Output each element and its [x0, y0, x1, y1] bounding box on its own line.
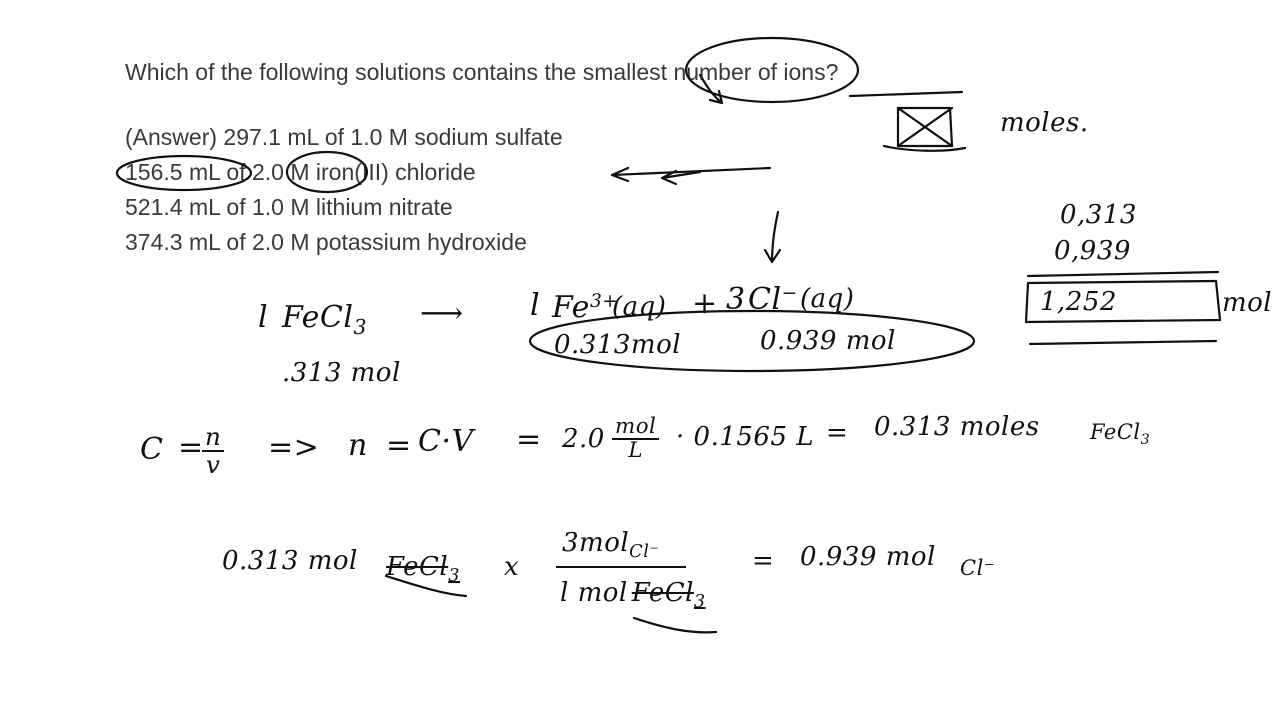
- molarity-units: $\frac{\text{mol}}{L}$: [612, 416, 659, 463]
- expression-cv: C·V: [418, 424, 474, 459]
- volume-term: · 0.1565 L: [676, 422, 815, 452]
- sum-underline: [1030, 341, 1216, 344]
- reaction-chloride-state: (aq): [800, 284, 855, 314]
- cross-line-1: [898, 108, 952, 146]
- moles-result-species: FeCl$_3$: [1090, 420, 1151, 448]
- sum-line: [1028, 272, 1218, 276]
- moles-note: moles.: [1000, 108, 1089, 138]
- conversion-start-species: FeCl$_3$: [386, 552, 460, 587]
- sum-total: 1,252: [1040, 287, 1117, 317]
- strike-fecl3-b: [634, 618, 716, 632]
- equals-3: =: [826, 418, 849, 448]
- conversion-equals: =: [752, 546, 775, 576]
- conversion-result: 0.939 mol: [800, 542, 936, 572]
- reaction-plus: +: [692, 286, 718, 321]
- molarity-value: 2.0: [562, 424, 605, 454]
- moles-fe: 0.313mol: [554, 330, 682, 360]
- fraction-n-over-v: $\frac{n}{v}$: [202, 424, 224, 478]
- conversion-ratio-denominator: l mol FeCl$_3$: [560, 578, 706, 613]
- equals-2: =: [516, 422, 542, 457]
- reaction-left-coefficient: l: [258, 300, 269, 335]
- reaction-arrow: ⟶: [420, 296, 464, 331]
- implies-symbol: =>: [268, 430, 320, 465]
- crossed-box: [898, 108, 952, 146]
- conversion-start-amount: 0.313 mol: [222, 546, 358, 576]
- underline-right: [850, 92, 962, 96]
- reaction-product-coefficient: l: [530, 288, 541, 323]
- question-text: Which of the following solutions contains the smallest number of ions?: [125, 59, 839, 85]
- conversion-times: x: [504, 552, 520, 582]
- conversion-result-species: Cl⁻: [960, 556, 996, 580]
- reaction-product-iron-state: (aq): [612, 292, 667, 322]
- symbol-n: n: [348, 428, 368, 463]
- choice-item-0: (Answer) 297.1 mL of 1.0 M sodium sulfate: [125, 124, 563, 150]
- conversion-ratio-numerator: 3mol$_{Cl^-}$: [562, 528, 660, 563]
- reaction-chloride-coefficient: 3: [726, 282, 746, 317]
- moles-cl: 0.939 mol: [760, 326, 896, 356]
- sum-unit: mol: [1222, 288, 1273, 318]
- sum-addend-1: 0,313: [1060, 200, 1137, 230]
- reactant-moles: .313 mol: [282, 358, 401, 388]
- choice-item-1: 156.5 mL of 2.0 M iron(III) chloride: [125, 159, 476, 185]
- reaction-chloride: Cl−: [748, 282, 798, 317]
- conversion-ratio-bar: [556, 566, 686, 568]
- symbol-c: C: [140, 432, 164, 467]
- reaction-product-iron-ion: $Fe^{3+}$: [552, 290, 619, 325]
- equals-1: =: [386, 428, 412, 463]
- arrow-head-extra: [662, 171, 700, 184]
- equals-definition: =: [178, 430, 204, 465]
- underline-moles: [884, 146, 965, 151]
- arrow-down-to-ion: [765, 212, 780, 262]
- reaction-reactant: FeCl$_3$: [282, 300, 367, 340]
- arrow-to-choice-1: [612, 168, 770, 181]
- moles-result: 0.313 moles: [874, 412, 1040, 442]
- sum-addend-2: 0,939: [1054, 236, 1131, 266]
- choice-item-3: 374.3 mL of 2.0 M potassium hydroxide: [125, 229, 527, 255]
- choice-item-2: 521.4 mL of 1.0 M lithium nitrate: [125, 194, 453, 220]
- cross-line-2: [898, 108, 952, 146]
